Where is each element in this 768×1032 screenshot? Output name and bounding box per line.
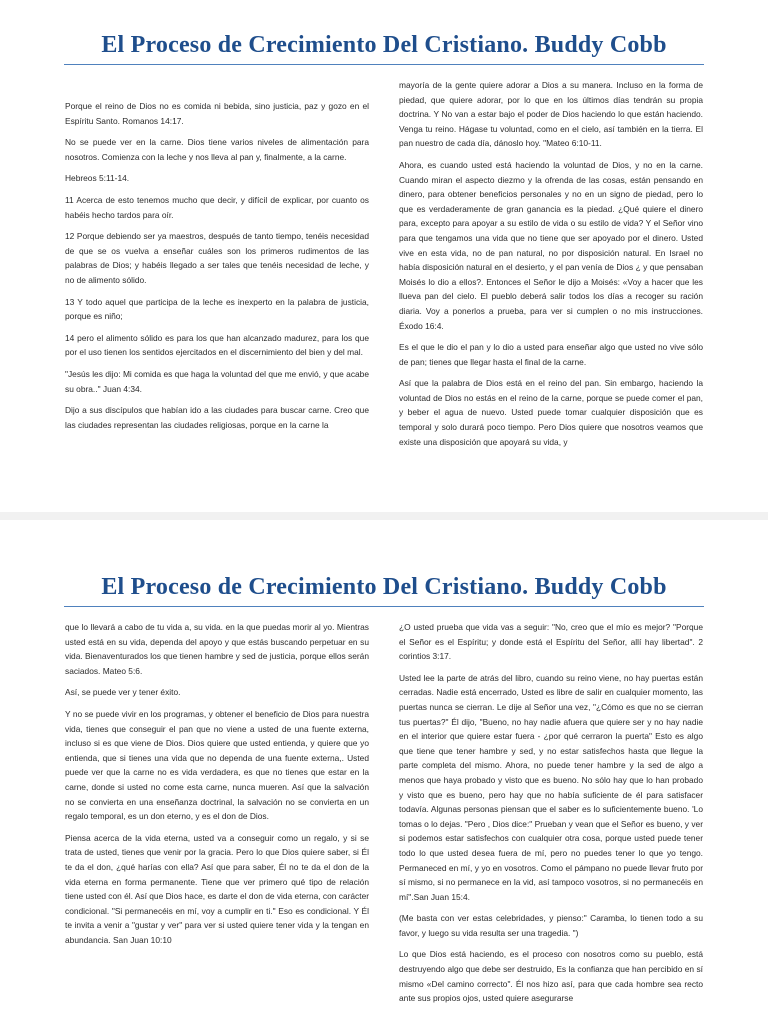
- paragraph: No se puede ver en la carne. Dios tiene varios niveles de alimentación para nosotros. Comienza con la leche y nos lleva al pan y, finalmente, a la carne.: [65, 137, 369, 162]
- paragraph: (Me basta con ver estas celebridades, y pienso:" Caramba, lo tienen todo a su favor, y luego su vida resulta ser una tragedia. "): [399, 913, 703, 938]
- text-column-left: [65, 99, 369, 439]
- paragraph: "Jesús les dijo: Mi comida es que haga la voluntad del que me envió, y que acabe su obra.." Juan 4:34.: [65, 368, 369, 394]
- page-title: El Proceso de Crecimiento Del Cristiano. Buddy Cobb: [101, 32, 667, 58]
- page-separator: [0, 512, 768, 520]
- paragraph: mayoría de la gente quiere adorar a Dios a su manera. Incluso en la forma de piedad, que quiere adorar, por lo que en los últimos días tendrán su propia doctrina. Y No van a estar bajo el poder de Dios haciendo lo que están haciendo. Venga tu reino. Hágase tu voluntad, como en el cielo, así también en la tierra. El pan nuestro de cada día, dánoslo hoy. "Mateo 6:10-11.: [399, 80, 703, 149]
- document-page-1: [0, 0, 768, 512]
- paragraph: que lo llevará a cabo de tu vida a, su vida. en la que puedas morir al yo. Mientras usted está en su vida, dependa del apoyo y que estás buscando perpetuar en su vida. Bienaventurados los que tienen hambre y sed de justicia, porque ellos serán saciados. Mateo 5:6.: [65, 622, 369, 676]
- paragraph: Usted lee la parte de atrás del libro, cuando su reino viene, no hay puertas están cerradas. Nadie está encerrado, Usted es libre de salir en cualquier momento, las puertas nunca se cierran. Le dije al Señor una vez, "¿Cómo es que no se cierran tus puertas?" Él dijo, "Bueno, no hay nadie afuera que quiere ser y no hay nadie en el interior que quiere estar fuera - ¿por qué cerraron la puerta" Esto es algo que tiene que tener hambre y sed, y no estar satisfechos hasta que llegue la parte completa del mismo. Ahora, no puede tener hambre y la sed de algo a menos que haya probado y visto que es bueno. No sólo hay que lo han probado y visto que es bueno, pero hay que no había suficiente de él para satisfacer todavía. Algunas personas piensan que el saber es lo suficientemente bueno. 'Lo tomas o lo dejas. "Pero , Dios dice:" Prueban y vean que el Señor es bueno, y ver si podemos estar satisfechos con cualquier otra cosa, porque usted puede tener todo lo que usted desea fuera de mí, pero no puedes tener lo que yo tengo. Permaneced en mí, y yo en vosotros. Como el pámpano no puede llevar fruto por sí mismo, si no permanece en la vid, así tampoco vosotros, si no permanecéis en mí".San Juan 15:4.: [399, 672, 703, 902]
- paragraph: Dijo a sus discípulos que habían ido a las ciudades para buscar carne. Creo que las ciudades representan las ciudades religiosas, porque en la carne la: [65, 405, 369, 430]
- paragraph: Ahora, es cuando usted está haciendo la voluntad de Dios, y no en la carne. Cuando miran el aspecto diezmo y la ofrenda de las cosas, están pensando en dinero, para obtener beneficios personales y no en un signo de piedad, pero lo que es verdaderamente de gran ganancia es la piedad. ¿Qué quiere el dinero para, excepto para apoyar a su estilo de vida o su estilo de vida? Y el Señor vino para que tengamos una vida que no tiene que ser apoyado por el dinero. Usted vive en esta vida, no de pan natural, no por disposición natural. En Israel no había disposición natural en el desierto, y el pan venía de Dios ¿ y que pensaban Moisés lo dio a ellos?. Entonces el Señor le dijo a Moisés: «Voy a hacer que les llueva pan del cielo. El pueblo deberá salir todos los días a recoger su ración diaria. Voy a ponerlos a prueba, para ver si cumplen o no mis instrucciones. Éxodo 16:4.: [399, 159, 703, 331]
- paragraph: Así, se puede ver y tener éxito.: [65, 687, 181, 698]
- title-divider: [64, 606, 704, 607]
- paragraph: Piensa acerca de la vida eterna, usted va a conseguir como un regalo, y si se trata de usted, tienes que venir por la gracia. Pero lo que Dios quiere saber, si Él te da el don, ¿qué harías con ella? Así que para saber, Él no te da el don de la vida eterna en forma permanente. Tiene que ver primero qué tipo de relación tiene usted con él. Así que Dios hace, es darte el don de vida eterna, con carácter condicional. "Si permanecéis en mí, voy a cumplir en ti." Eso es condicional. Y Él te invita a venir a "gustar y ver" para ver si usted quiere tener vida y la tengan en abundancia. San Juan 10:10: [65, 832, 370, 945]
- paragraph: Y no se puede vivir en los programas, y obtener el beneficio de Dios para nuestra vida, tienes que conseguir el pan que no viene a usted de una fuente externa, incluso si es que viene de Dios. Dios quiere que usted entienda, y quiere que yo entienda, que si tienes una vida que no dependa de una fuente externa,. Usted puede ver que la carne no es vida verdadera, es que no tienes que estar en la carne, donde si usted no come esta carne, nunca mueren. Así que la salvación no se convierta en una enseñanza doctrinal, la salvación no se convierta en un regalo temporal, es un don eterno, y es el don de Dios.: [65, 708, 369, 822]
- paragraph: 14 pero el alimento sólido es para los que han alcanzado madurez, para los que por el uso tienen los sentidos ejercitados en el discernimiento del bien y del mal.: [65, 332, 369, 358]
- text-column-left: [65, 620, 369, 954]
- title-divider: [64, 64, 704, 65]
- document-page-2: [0, 520, 768, 1032]
- paragraph: 13 Y todo aquel que participa de la leche es inexperto en la palabra de justicia, porque es niño;: [65, 296, 369, 322]
- paragraph: Así que la palabra de Dios está en el reino del pan. Sin embargo, haciendo la voluntad de Dios no estás en el reino de la carne, porque se puede comer el pan, y beber el agua de nuevo. Usted puede tomar cualquier disposición que es temporal y solo durará poco tiempo. Pero Dios quiere que nosotros veamos que existe una disposición que apoyará su vida, y: [399, 378, 703, 447]
- page-title: El Proceso de Crecimiento Del Cristiano. Buddy Cobb: [101, 574, 667, 600]
- paragraph: ¿O usted prueba que vida vas a seguir: "No, creo que el mío es mejor? "Porque el Señor es el Espíritu; y donde está el Espíritu del Señor, allí hay libertad". 2 corintios 3:17.: [399, 622, 703, 662]
- paragraph: Es el que le dio el pan y lo dio a usted para enseñar algo que usted no vive sólo de pan; tienes que llegar hasta el final de la carne.: [399, 342, 703, 367]
- paragraph: 11 Acerca de esto tenemos mucho que decir, y difícil de explicar, por cuanto os habéis hecho tardos para oír.: [65, 194, 369, 220]
- text-column-right: [399, 620, 703, 1013]
- text-column-right: [399, 78, 703, 456]
- paragraph: Hebreos 5:11-14.: [65, 173, 130, 184]
- paragraph: Lo que Dios está haciendo, es el proceso con nosotros como su pueblo, está destruyendo algo que debe ser destruido, Es la confianza que han percibido en sí mismo «Del camino correcto". Él nos hizo así, para que cada hombre sea recto ante sus propios ojos, usted quiere asegurarse: [399, 949, 703, 1004]
- paragraph: Porque el reino de Dios no es comida ni bebida, sino justicia, paz y gozo en el Espíritu Santo. Romanos 14:17.: [65, 101, 369, 126]
- paragraph: 12 Porque debiendo ser ya maestros, después de tanto tiempo, tenéis necesidad de que se os vuelva a enseñar cuáles son los primeros rudimentos de las palabras de Dios; y habéis llegado a ser tales que tenéis necesidad de leche, y no de alimento sólido.: [65, 231, 369, 285]
